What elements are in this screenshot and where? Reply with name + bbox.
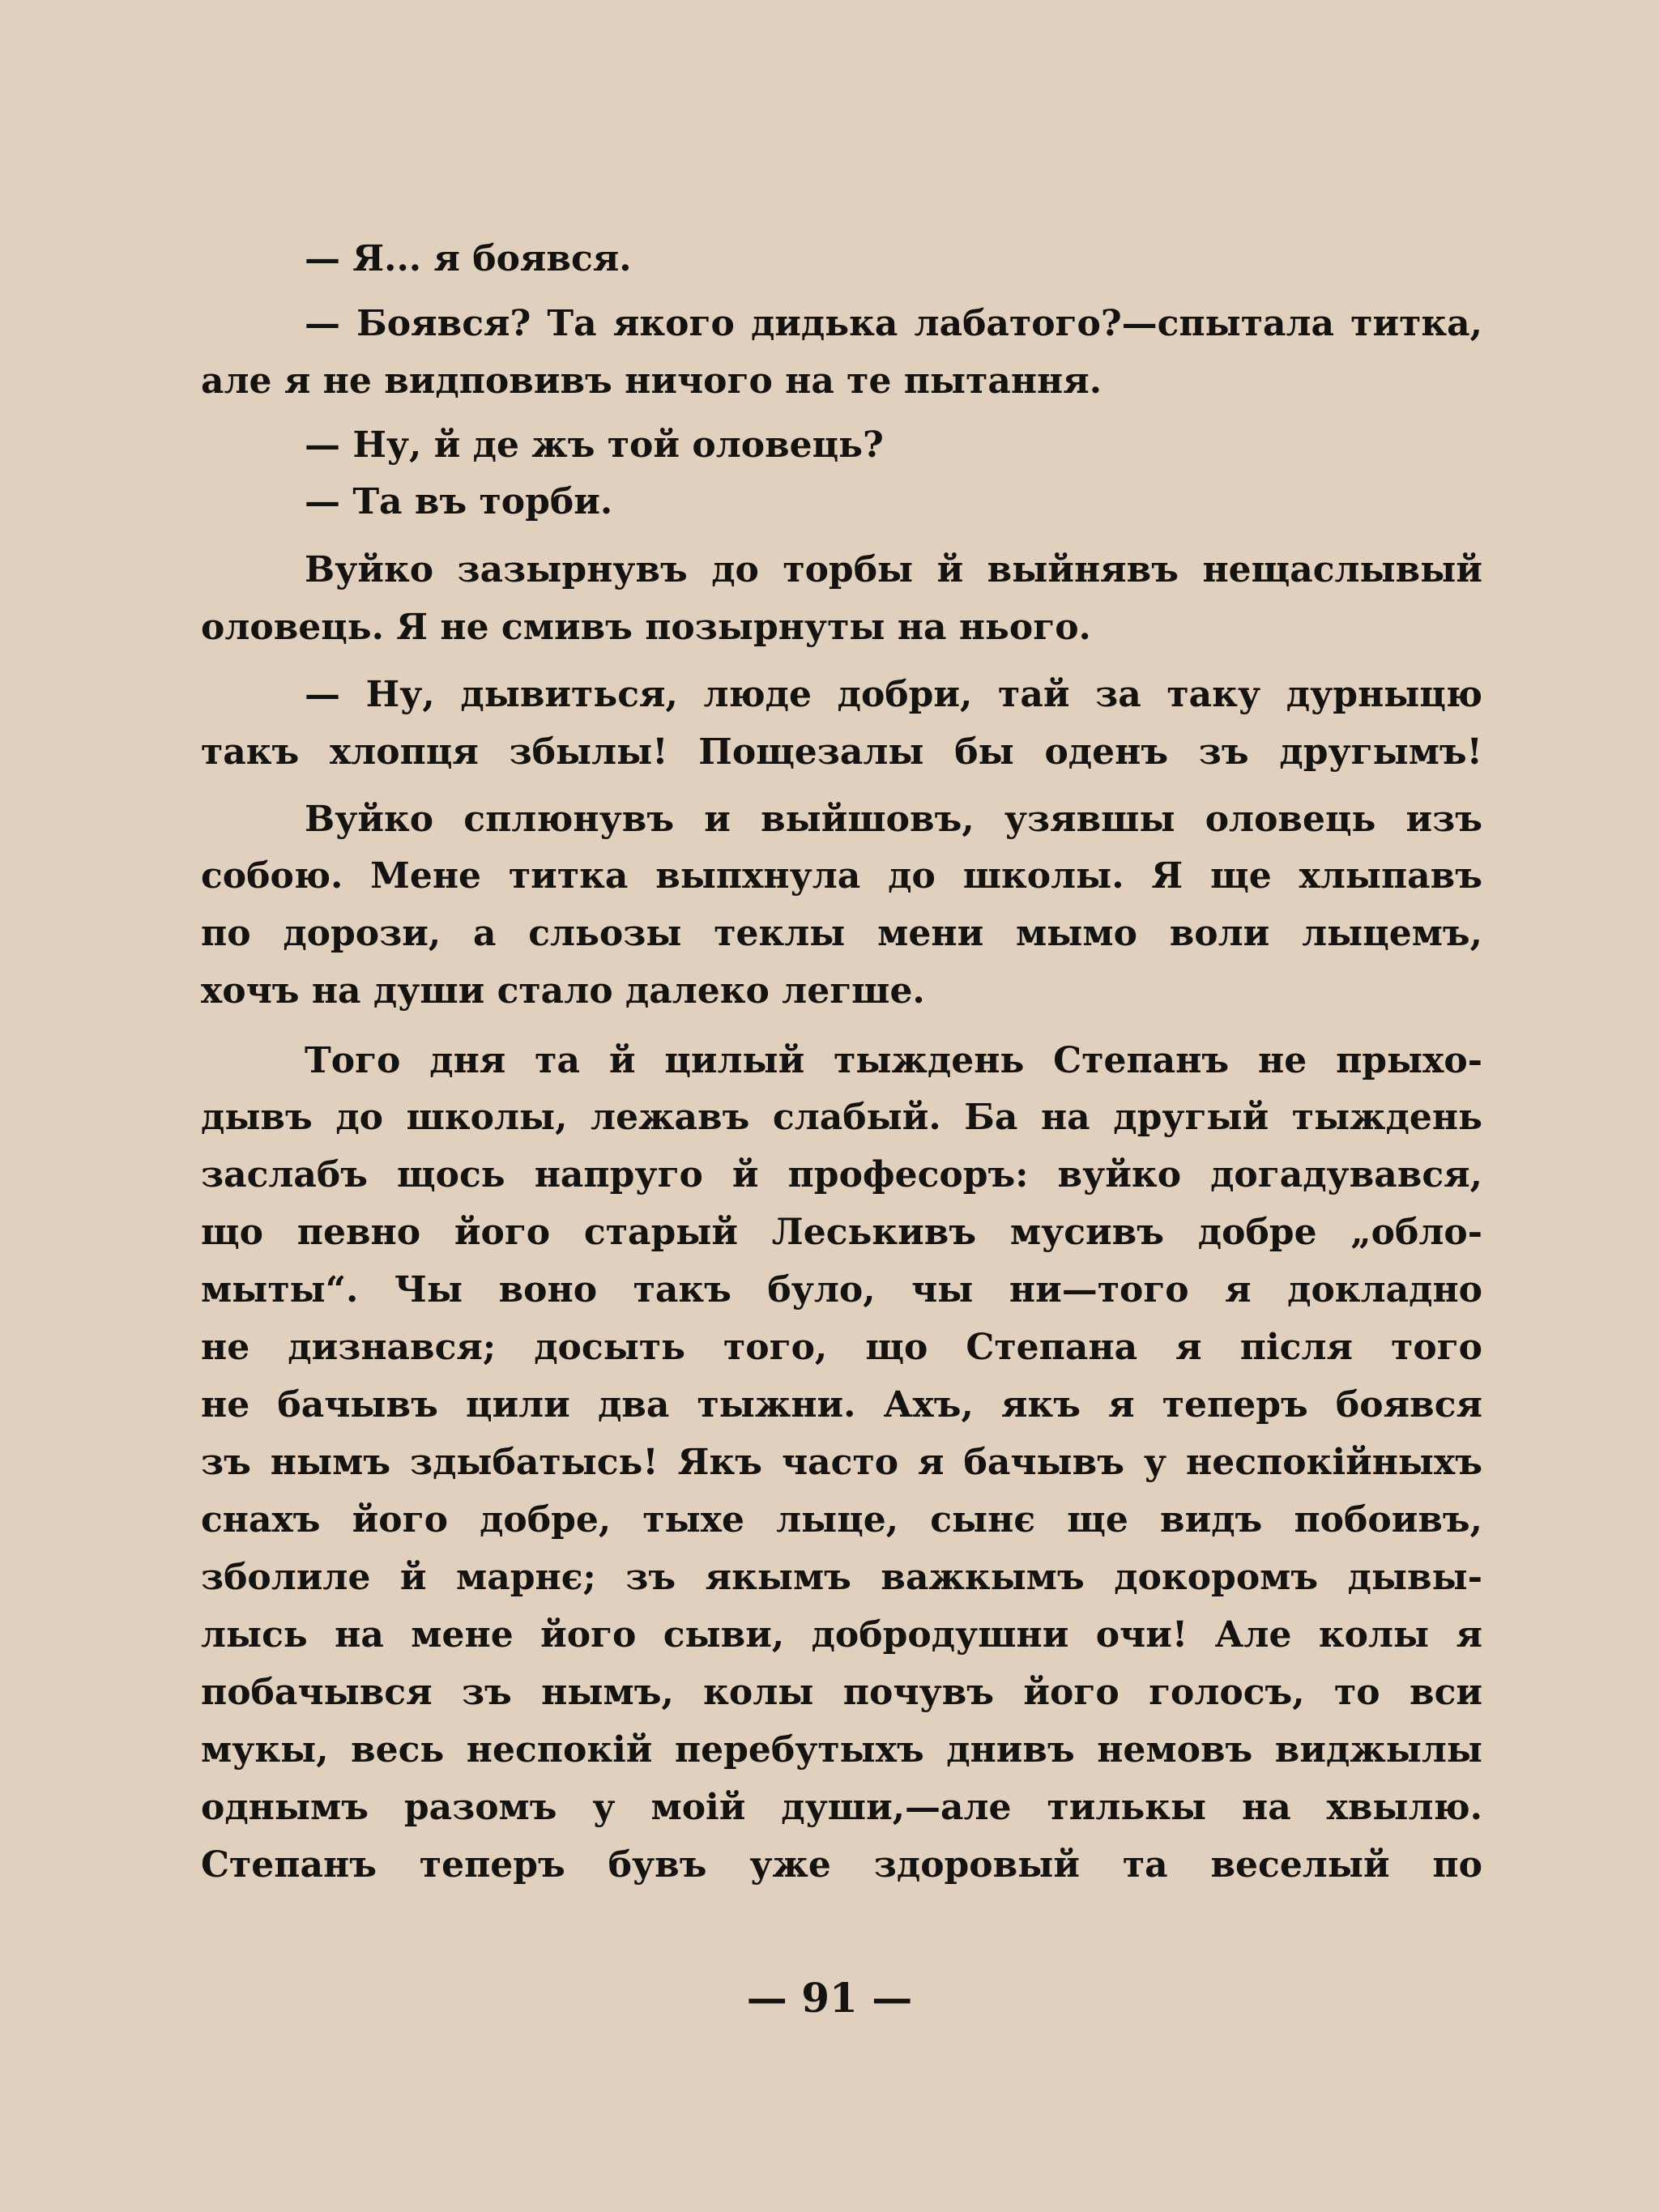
- text-line: дывъ до школы, лежавъ слабый. Ба на другый тыждень: [201, 1097, 1482, 1138]
- text-line: не дизнався; досыть того, що Степана я пiсля того: [201, 1327, 1482, 1368]
- text-line: Вуйко зазырнувъ до торбы й выйнявъ нещаслывый: [305, 549, 1482, 590]
- text-line: — Боявся? Та якого дидька лабатого?—спытала титка,: [305, 303, 1482, 344]
- page-number: — 91 —: [746, 1974, 913, 2022]
- text-line: Того дня та й цилый тыждень Степанъ не прыхо-: [305, 1040, 1482, 1081]
- text-line: хочъ на души стало далеко легше.: [201, 970, 925, 1012]
- text-line: не бачывъ цили два тыжни. Ахъ, якъ я теперъ боявся: [201, 1384, 1482, 1426]
- text-line: собою. Мене титка выпхнула до школы. Я ще хлыпавъ: [201, 855, 1482, 897]
- text-line: лысь на мене його сыви, добродушни очи! Але колы я: [201, 1614, 1482, 1656]
- text-line: такъ хлопця збылы! Пощезалы бы оденъ зъ другымъ!: [201, 731, 1482, 773]
- text-line: мукы, весь неспокiй перебутыхъ днивъ немовъ виджылы: [201, 1729, 1482, 1771]
- text-line: — Ну, дывиться, люде добри, тай за таку дурныцю: [305, 674, 1482, 715]
- text-line: Степанъ теперъ бувъ уже здоровый та веселый по: [201, 1844, 1482, 1886]
- text-line: снахъ його добре, тыхе лыце, сынє ще видъ побоивъ,: [201, 1499, 1482, 1541]
- text-line: мыты“. Чы воно такъ було, чы ни—того я докладно: [201, 1269, 1482, 1311]
- text-line: Вуйко сплюнувъ и выйшовъ, узявшы оловець изъ: [305, 799, 1482, 840]
- text-line: але я не видповивъ ничого на те пытання.: [201, 360, 1102, 402]
- text-line: побачывся зъ нымъ, колы почувъ його голосъ, то вси: [201, 1672, 1482, 1713]
- text-line: що певно його старый Леськивъ мусивъ добре „обло-: [201, 1212, 1482, 1253]
- text-line: — Та въ торби.: [305, 481, 613, 522]
- text-line: зъ нымъ здыбатысь! Якъ часто я бачывъ у неспокiйныхъ: [201, 1442, 1482, 1483]
- text-line: — Я... я боявся.: [305, 238, 632, 279]
- text-line: заслабъ щось напруго й професоръ: вуйко догадувався,: [201, 1154, 1482, 1196]
- text-line: однымъ разомъ у моiй души,—але тилькы на хвылю.: [201, 1787, 1482, 1828]
- text-line: оловець. Я не смивъ позырнуты на нього.: [201, 607, 1091, 648]
- text-line: по дорози, а сльозы теклы мени мымо воли лыцемъ,: [201, 913, 1482, 954]
- text-line: — Ну, й де жъ той оловець?: [305, 424, 884, 466]
- text-line: зболиле й марнє; зъ якымъ важкымъ докоромъ дывы-: [201, 1557, 1482, 1598]
